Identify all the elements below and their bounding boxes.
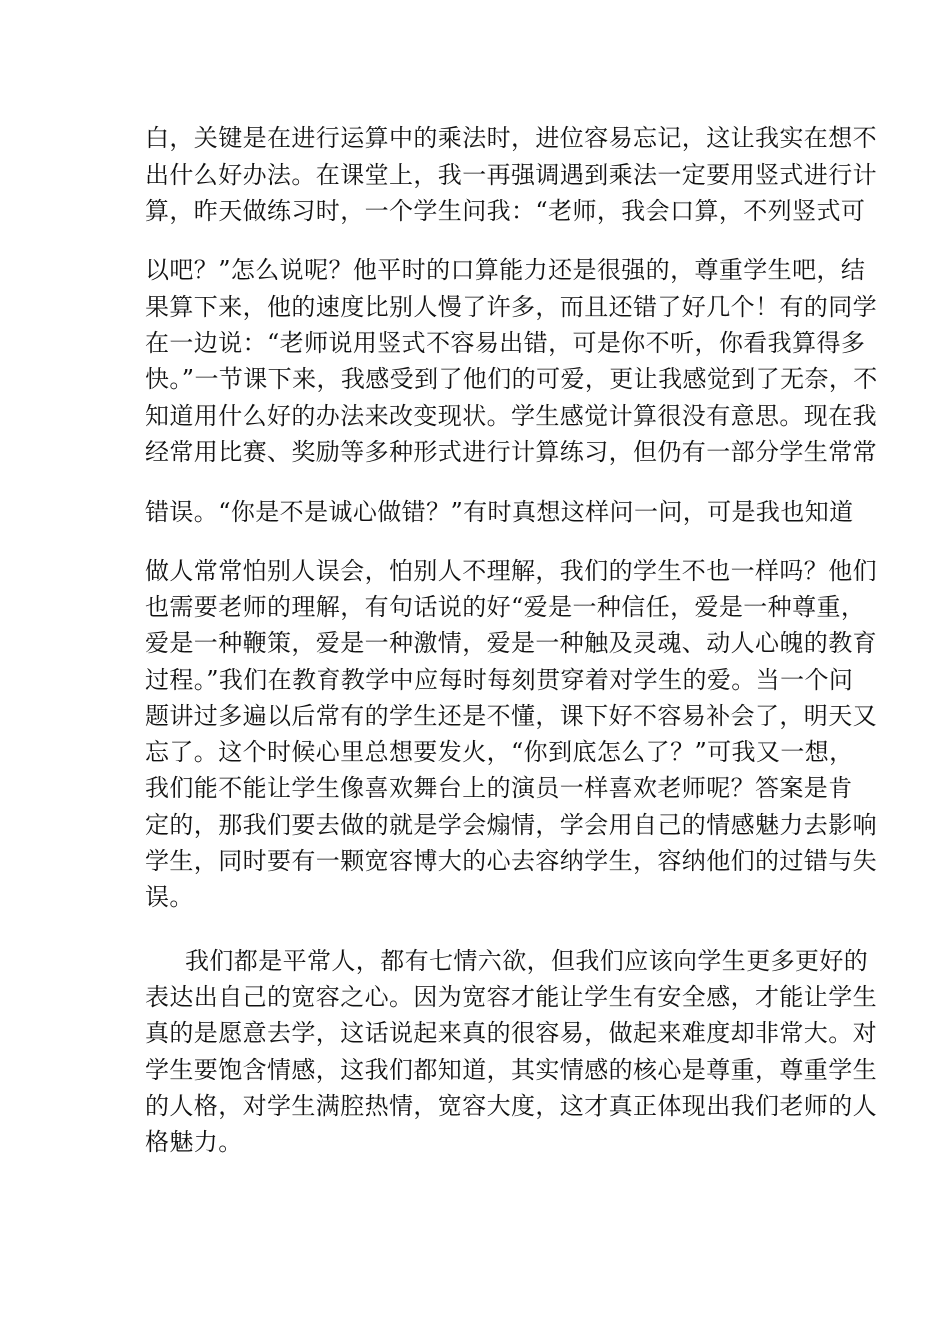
text-line-13: 爱是一种鞭策，爱是一种激情，爱是一种触及灵魂、动人心魄的教育 (145, 629, 877, 657)
text-line-18: 定的，那我们要去做的就是学会煽情，学会用自己的情感魅力去影响 (145, 811, 877, 839)
text-line-19: 学生，同时要有一颗宽容博大的心去容纳学生，容纳他们的过错与失 (145, 847, 877, 875)
text-line-25: 的人格，对学生满腔热情，宽容大度，这才真正体现出我们老师的人 (145, 1092, 877, 1120)
text-line-9: 经常用比赛、奖励等多种形式进行计算练习，但仍有一部分学生常常 (145, 438, 877, 466)
text-line-7: 快。”一节课下来，我感受到了他们的可爱，更让我感觉到了无奈，不 (145, 365, 878, 393)
text-line-12: 也需要老师的理解，有句话说的好“爱是一种信任，爱是一种尊重， (145, 593, 866, 621)
text-line-2: 出什么好办法。在课堂上，我一再强调遇到乘法一定要用竖式进行计 (145, 161, 877, 189)
text-line-21: 我们都是平常人，都有七情六欲，但我们应该向学生更多更好的 (185, 947, 869, 975)
text-line-15: 题讲过多遍以后常有的学生还是不懂，课下好不容易补会了，明天又 (145, 702, 877, 730)
text-line-6: 在一边说：“老师说用竖式不容易出错，可是你不听，你看我算得多 (145, 329, 866, 357)
text-line-23: 真的是愿意去学，这话说起来真的很容易，做起来难度却非常大。对 (145, 1019, 877, 1047)
text-line-16: 忘了。这个时候心里总想要发火，“你到底怎么了？”可我又一想， (145, 738, 854, 766)
text-line-8: 知道用什么好的办法来改变现状。学生感觉计算很没有意思。现在我 (145, 402, 877, 430)
text-line-17: 我们能不能让学生像喜欢舞台上的演员一样喜欢老师呢？答案是肯 (145, 774, 853, 802)
text-line-5: 果算下来，他的速度比别人慢了许多，而且还错了好几个！有的同学 (145, 293, 877, 321)
text-line-26: 格魅力。 (145, 1128, 243, 1156)
text-line-14: 过程。”我们在教育教学中应每时每刻贯穿着对学生的爱。当一个问 (145, 666, 854, 694)
text-line-3: 算，昨天做练习时，一个学生问我：“老师，我会口算，不列竖式可 (145, 197, 866, 225)
text-line-1: 白，关键是在进行运算中的乘法时，进位容易忘记，这让我实在想不 (145, 124, 877, 152)
text-line-24: 学生要饱含情感，这我们都知道，其实情感的核心是尊重，尊重学生 (145, 1056, 877, 1084)
text-line-4: 以吧？”怎么说呢？他平时的口算能力还是很强的，尊重学生吧，结 (145, 256, 866, 284)
text-line-22: 表达出自己的宽容之心。因为宽容才能让学生有安全感，才能让学生 (145, 983, 877, 1011)
text-line-10: 错误。“你是不是诚心做错？”有时真想这样问一问，可是我也知道 (145, 498, 854, 526)
text-line-20: 误。 (145, 883, 194, 911)
text-line-11: 做人常常怕别人误会，怕别人不理解，我们的学生不也一样吗？他们 (145, 557, 877, 585)
